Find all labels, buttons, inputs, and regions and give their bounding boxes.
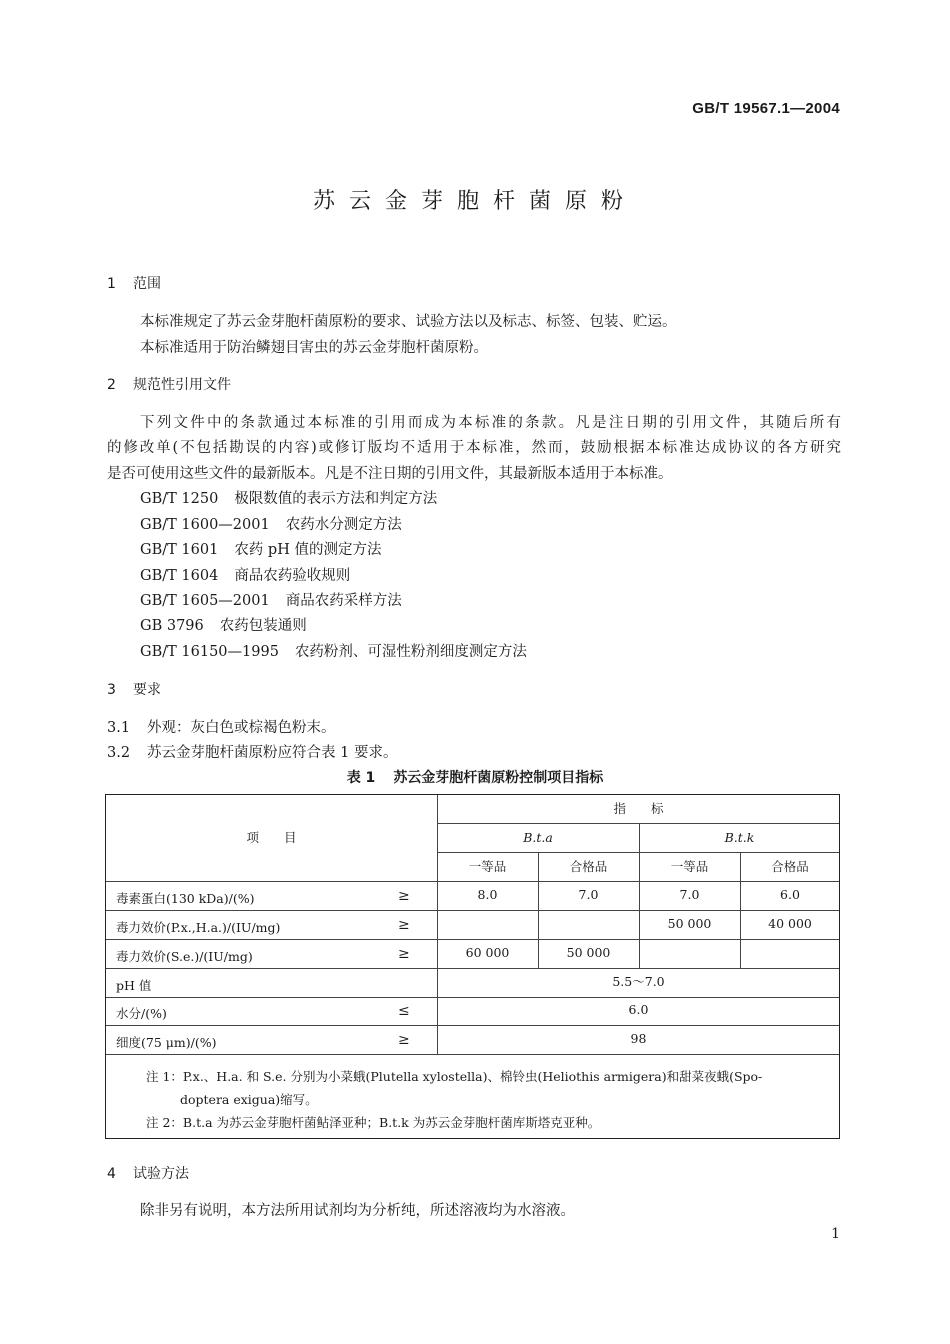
table-note-1-continued: doptera exigua)缩写。: [180, 1092, 318, 1107]
row-merged-value: 5.5～7.0: [612, 974, 665, 989]
table-note-1: 注 1：P.x.、H.a. 和 S.e. 分别为小菜蛾(Plutella xylostella)、棉铃虫(Heliothis armigera)和甜菜夜蛾(Spo-: [146, 1069, 763, 1084]
table-rule: [106, 910, 839, 911]
clause-3-1: [107, 716, 336, 737]
row-value: 40 000: [768, 916, 812, 931]
spec-table: [105, 794, 840, 1139]
section-2-paragraph-line: 是否可使用这些文件的最新版本。凡是不注日期的引用文件，其最新版本适用于本标准。: [107, 466, 673, 482]
table-caption: [0, 767, 950, 787]
header-grade: 合格品: [569, 859, 608, 874]
reference-item: [140, 589, 402, 610]
table-rule: [106, 968, 839, 969]
section-1-paragraph-1: 本标准规定了苏云金芽胞杆菌原粉的要求、试验方法以及标志、标签、包装、贮运。: [140, 314, 677, 330]
section-2-title: 规范性引用文件: [133, 377, 231, 393]
section-3-title: 要求: [133, 682, 161, 698]
table-rule: [106, 881, 839, 882]
reference-item: [140, 614, 307, 635]
reference-title: 极限数值的表示方法和判定方法: [234, 491, 438, 507]
table-rule: [437, 823, 839, 824]
row-label: 毒力效价(S.e.)/(IU/mg): [116, 949, 253, 964]
section-1-number: 1: [107, 276, 116, 292]
header-grade: 一等品: [468, 859, 507, 874]
reference-item: [140, 640, 527, 661]
section-4-heading: [107, 1163, 189, 1183]
reference-item: [140, 513, 402, 534]
section-1-title: 范围: [133, 276, 161, 292]
section-2-paragraph-line: 下列文件中的条款通过本标准的引用而成为本标准的条款。凡是注日期的引用文件，其随后所有: [140, 415, 841, 431]
row-label: pH 值: [116, 978, 152, 993]
row-merged-value: 98: [630, 1031, 647, 1046]
reference-item: [140, 487, 437, 508]
standard-code: GB/T 19567.1—2004: [692, 100, 840, 117]
row-operator: ≥: [398, 1032, 410, 1048]
header-item: 项 目: [246, 830, 297, 845]
row-label: 细度(75 μm)/(%): [116, 1035, 217, 1050]
reference-title: 农药 pH 值的测定方法: [234, 542, 382, 558]
header-group-btk: B.t.k: [724, 830, 755, 845]
row-value: 50 000: [566, 945, 611, 960]
reference-code: GB/T 16150—1995: [140, 644, 279, 660]
section-1-heading: [107, 273, 161, 293]
reference-title: 农药粉剂、可湿性粉剂细度测定方法: [294, 644, 527, 660]
reference-code: GB 3796: [140, 618, 204, 634]
table-rule: [437, 852, 839, 853]
clause-number: 3.2: [107, 745, 131, 761]
row-operator: ≥: [398, 917, 410, 933]
row-label: 毒力效价(P.x.,H.a.)/(IU/mg): [116, 920, 281, 935]
table-rule: [106, 997, 839, 998]
document-title: 苏云金芽胞杆菌原粉: [312, 189, 637, 214]
row-label: 毒素蛋白(130 kDa)/(%): [116, 891, 255, 906]
page-number: 1: [831, 1226, 840, 1242]
reference-code: GB/T 1604: [140, 568, 219, 584]
section-1-paragraph-2: 本标准适用于防治鳞翅目害虫的苏云金芽胞杆菌原粉。: [140, 340, 488, 356]
reference-title: 商品农药验收规则: [234, 568, 351, 584]
reference-title: 农药水分测定方法: [285, 517, 402, 533]
table-note-2: 注 2：B.t.a 为苏云金芽胞杆菌鲇泽亚种；B.t.k 为苏云金芽胞杆菌库斯塔克亚种。: [146, 1115, 601, 1130]
row-value: 6.0: [780, 887, 800, 902]
row-value: 7.0: [679, 887, 700, 902]
header-group-bta: B.t.a: [523, 830, 553, 845]
row-operator: ≥: [398, 888, 410, 904]
row-label: 水分/(%): [116, 1006, 167, 1021]
clause-text: 外观：灰白色或棕褐色粉末。: [147, 720, 336, 736]
reference-code: GB/T 1600—2001: [140, 517, 270, 533]
section-2-number: 2: [107, 377, 116, 393]
row-value: 8.0: [477, 887, 498, 902]
section-4-paragraph-1: 除非另有说明，本方法所用试剂均为分析纯，所述溶液均为水溶液。: [140, 1203, 575, 1219]
reference-code: GB/T 1601: [140, 542, 219, 558]
header-grade: 合格品: [771, 859, 809, 874]
reference-item: [140, 564, 350, 585]
row-merged-value: 6.0: [628, 1002, 649, 1017]
section-2-paragraph-line: 的修改单(不包括勘误的内容)或修订版均不适用于本标准，然而，鼓励根据本标准达成协议的各方研究: [107, 440, 841, 456]
reference-code: GB/T 1605—2001: [140, 593, 270, 609]
table-rule: [106, 939, 839, 940]
header-index: 指 标: [613, 801, 664, 816]
section-4-title: 试验方法: [133, 1166, 189, 1182]
table-rule: [106, 1054, 839, 1055]
row-operator: ≥: [398, 946, 410, 962]
row-value: 7.0: [578, 887, 599, 902]
row-value: 60 000: [465, 945, 510, 960]
reference-item: [140, 538, 381, 559]
table-rule: [106, 1025, 839, 1026]
reference-title: 农药包装通则: [219, 618, 307, 634]
section-2-heading: [107, 374, 231, 394]
clause-3-2: [107, 741, 397, 762]
section-4-number: 4: [107, 1166, 116, 1182]
section-3-heading: [107, 679, 161, 699]
section-3-number: 3: [107, 682, 116, 698]
clause-text: 苏云金芽胞杆菌原粉应符合表 1 要求。: [147, 745, 398, 761]
table-caption-text: 苏云金芽胞杆菌原粉控制项目指标: [393, 770, 604, 786]
header-grade: 一等品: [670, 859, 709, 874]
row-operator: ≤: [398, 1003, 410, 1019]
reference-title: 商品农药采样方法: [285, 593, 402, 609]
table-caption-number: 表 1: [346, 770, 376, 786]
row-value: 50 000: [667, 916, 712, 931]
clause-number: 3.1: [107, 720, 131, 736]
reference-code: GB/T 1250: [140, 491, 219, 507]
